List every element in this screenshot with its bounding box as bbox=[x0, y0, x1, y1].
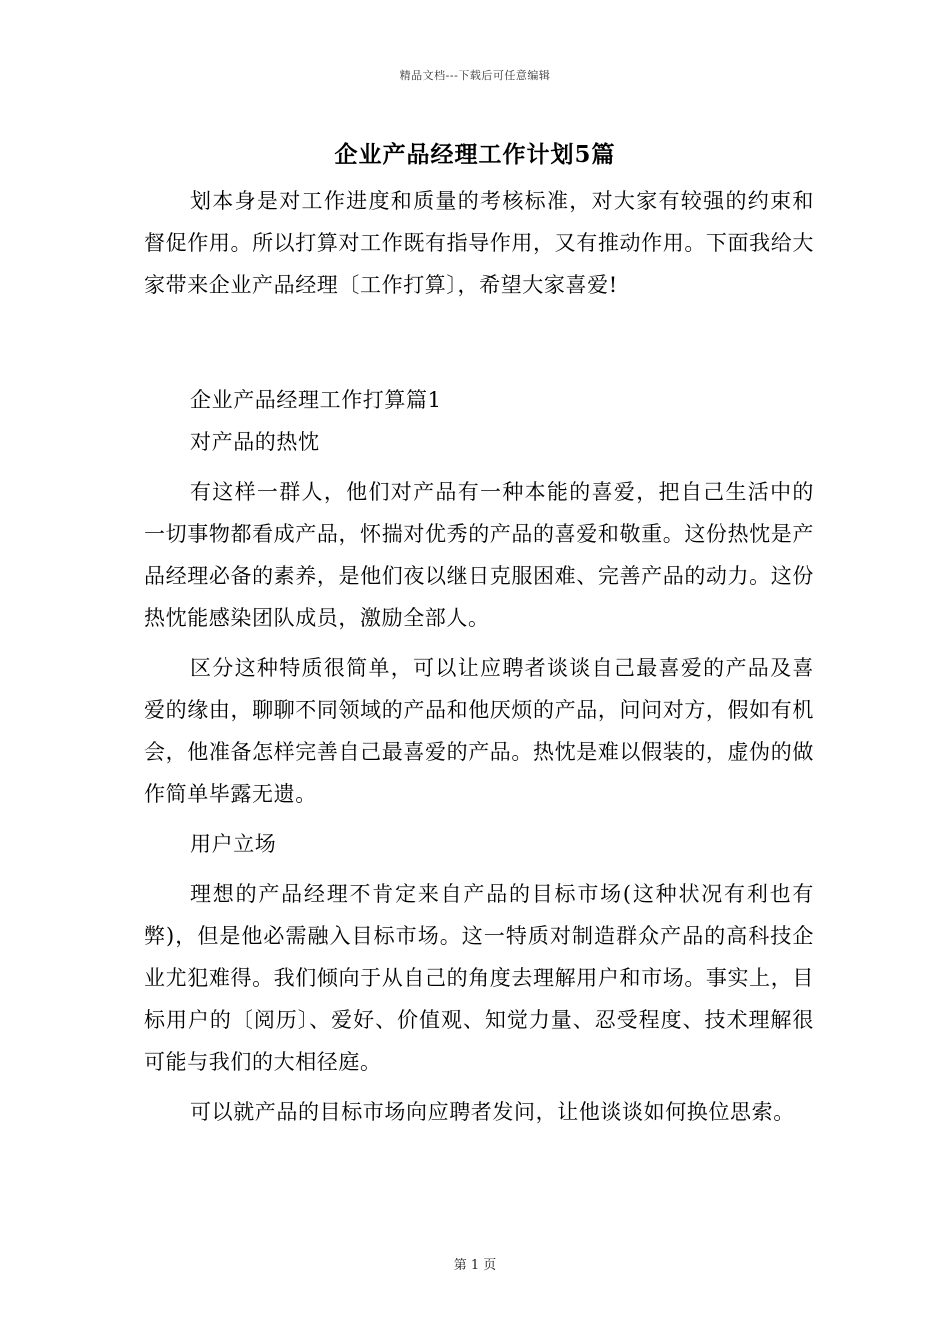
section-heading: 对产品的热忱 bbox=[190, 430, 320, 454]
section-heading: 企业产品经理工作打算篇1 bbox=[190, 388, 442, 412]
document-title: 企业产品经理工作计划5篇 bbox=[334, 141, 616, 168]
intro-paragraph: 划本身是对工作进度和质量的考核标准，对大家有较强的约束和督促作用。所以打算对工作既有指导作用，又有推动作用。下面我给大家带来企业产品经理〔工作打算〕，希望大家喜爱! bbox=[144, 189, 814, 297]
body-paragraph: 理想的产品经理不肯定来自产品的目标市场(这种状况有利也有弊)，但是他必需融入目标市场。这一特质对制造群众产品的高科技企业尤犯难得。我们倾向于从自己的角度去理解用户和市场。事实上，目标用户的〔阅历〕、爱好、价值观、知觉力量、忍受程度、技术理解很可能与我们的大相径庭。 bbox=[144, 882, 814, 1074]
body-paragraph: 有这样一群人，他们对产品有一种本能的喜爱，把自己生活中的一切事物都看成产品，怀揣对优秀的产品的喜爱和敬重。这份热忱是产品经理必备的素养，是他们夜以继日克服困难、完善产品的动力。这份热忱能感染团队成员，激励全部人。 bbox=[144, 480, 814, 630]
body-paragraph: 可以就产品的目标市场向应聘者发问，让他谈谈如何换位思索。 bbox=[190, 1100, 795, 1124]
content-block bbox=[144, 379, 814, 1141]
section-heading: 用户立场 bbox=[190, 832, 277, 856]
body-paragraph: 区分这种特质很简单，可以让应聘者谈谈自己最喜爱的产品及喜爱的缘由，聊聊不同领域的产品和他厌烦的产品，问问对方，假如有机会，他准备怎样完善自己最喜爱的产品。热忱是难以假装的，虚伪的做作简单毕露无遗。 bbox=[144, 656, 814, 806]
page-number: 第 1 页 bbox=[453, 1258, 497, 1273]
page-header: 精品文档---下载后可任意编辑 bbox=[399, 69, 551, 82]
intro-block bbox=[144, 180, 814, 314]
